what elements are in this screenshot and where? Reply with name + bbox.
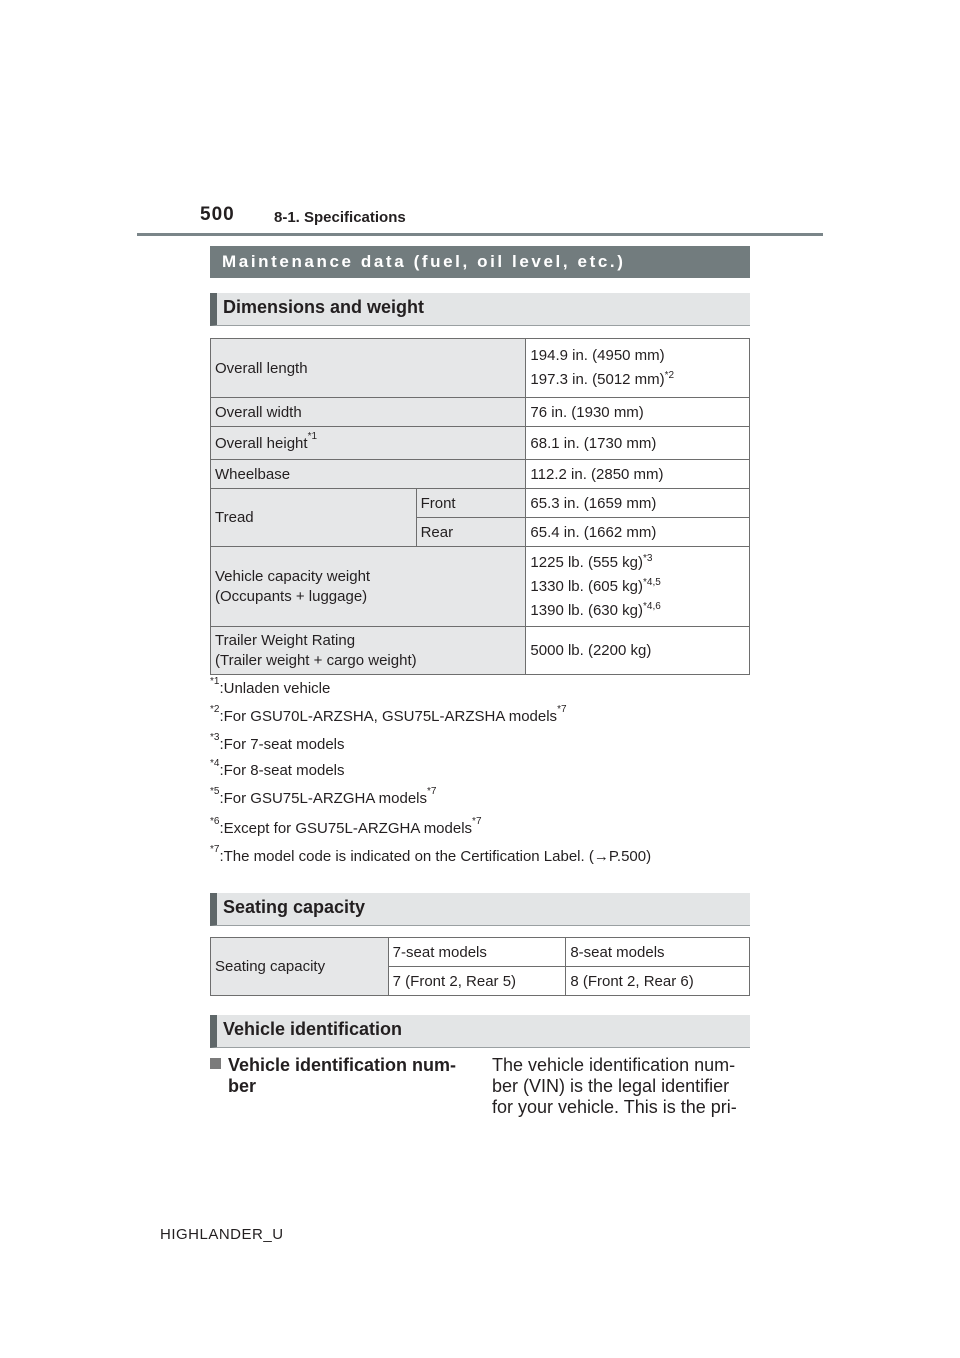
table-row xyxy=(211,460,750,489)
footnote: $^{*2}$:For GSU70L-ARZSHA, GSU75L-ARZSHA models$^{*7}$ xyxy=(210,704,567,725)
table-row xyxy=(211,547,750,627)
tread-rear-label: Rear xyxy=(416,518,526,547)
table-row xyxy=(211,489,750,518)
vin-description: The vehicle identification num- ber (VIN) is the legal identifier for your vehicle. This is the pri- xyxy=(492,1055,737,1117)
overall-width-value: 76 in. (1930 mm) xyxy=(526,398,750,427)
table-row xyxy=(211,627,750,675)
table-row xyxy=(211,339,750,398)
overall-length-value-2: 197.3 in. (5012 mm)$^{*2}$ xyxy=(530,370,675,388)
dimensions-table xyxy=(210,338,750,675)
footnote: $^{*6}$:Except for GSU75L-ARZGHA models$^{*7}$ xyxy=(210,816,482,837)
overall-length-value xyxy=(526,339,750,398)
trailer-rating-label: Trailer Weight Rating (Trailer weight + cargo weight) xyxy=(211,627,526,675)
footnote: $^{*5}$:For GSU75L-ARZGHA models$^{*7}$ xyxy=(210,786,437,807)
seating-col2-value: 8 (Front 2, Rear 6) xyxy=(566,967,750,996)
wheelbase-label: Wheelbase xyxy=(211,460,526,489)
footnote: $^{*3}$:For 7-seat models xyxy=(210,732,345,753)
table-row xyxy=(211,398,750,427)
tread-label: Tread xyxy=(211,489,417,547)
overall-width-label: Overall width xyxy=(211,398,526,427)
tread-front-label: Front xyxy=(416,489,526,518)
seating-col1-head: 7-seat models xyxy=(388,938,566,967)
wheelbase-value: 112.2 in. (2850 mm) xyxy=(526,460,750,489)
maintenance-data-banner: Maintenance data (fuel, oil level, etc.) xyxy=(210,246,750,278)
overall-height-value: 68.1 in. (1730 mm) xyxy=(526,427,750,460)
page-number: 500 xyxy=(200,204,235,225)
overall-height-label: Overall height$^{*1}$ xyxy=(211,427,526,460)
tread-front-value: 65.3 in. (1659 mm) xyxy=(526,489,750,518)
seating-col2-head: 8-seat models xyxy=(566,938,750,967)
tread-rear-value: 65.4 in. (1662 mm) xyxy=(526,518,750,547)
square-bullet-icon xyxy=(210,1058,221,1069)
seating-col1-value: 7 (Front 2, Rear 5) xyxy=(388,967,566,996)
seating-capacity-label: Seating capacity xyxy=(211,938,389,996)
seating-table xyxy=(210,937,750,996)
footnote: $^{*7}$:The model code is indicated on the Certification Label. (→P.500) xyxy=(210,844,652,865)
trailer-rating-value: 5000 lb. (2200 kg) xyxy=(526,627,750,675)
overall-length-label: Overall length xyxy=(211,339,526,398)
footer-model-code: HIGHLANDER_U xyxy=(160,1226,284,1243)
header-rule xyxy=(137,233,823,236)
footnote: $^{*4}$:For 8-seat models xyxy=(210,758,345,779)
footnote: $^{*1}$:Unladen vehicle xyxy=(210,676,331,697)
dimensions-heading: Dimensions and weight xyxy=(210,293,750,326)
table-row xyxy=(211,427,750,460)
vehicle-identification-heading: Vehicle identification xyxy=(210,1015,750,1048)
vin-subheading: Vehicle identification num- ber xyxy=(210,1055,456,1097)
capacity-weight-label: Vehicle capacity weight (Occupants + luggage) xyxy=(211,547,526,627)
seating-capacity-heading: Seating capacity xyxy=(210,893,750,926)
overall-length-value-1: 194.9 in. (4950 mm) xyxy=(530,347,665,364)
capacity-weight-value: 1225 lb. (555 kg)$^{*3}$ 1330 lb. (605 kg)$^{*4,5}$ 1390 lb. (630 kg)$^{*4,6}$ xyxy=(526,547,750,627)
section-title: 8-1. Specifications xyxy=(274,209,406,226)
table-row xyxy=(211,938,750,967)
